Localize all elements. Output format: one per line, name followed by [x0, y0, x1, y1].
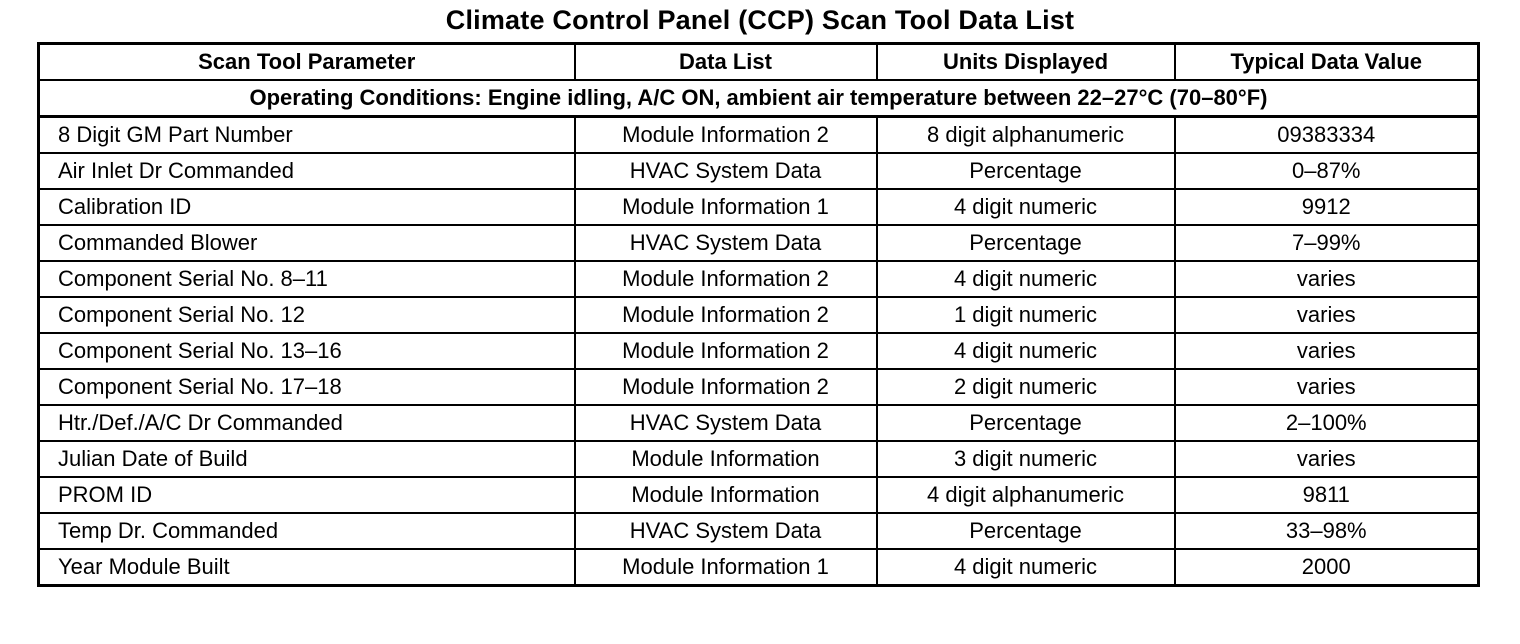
- cell-typical-value: 33–98%: [1175, 513, 1479, 549]
- cell-typical-value: 0–87%: [1175, 153, 1479, 189]
- page-title: Climate Control Panel (CCP) Scan Tool Data List: [445, 5, 1075, 35]
- header-units-displayed: Units Displayed: [877, 44, 1175, 81]
- cell-data-list: Module Information 2: [575, 369, 877, 405]
- cell-units: Percentage: [877, 405, 1175, 441]
- cell-parameter: Component Serial No. 17–18: [39, 369, 575, 405]
- cell-units: 8 digit alphanumeric: [877, 117, 1175, 154]
- cell-typical-value: 2000: [1175, 549, 1479, 586]
- cell-units: 4 digit numeric: [877, 549, 1175, 586]
- cell-data-list: Module Information 2: [575, 333, 877, 369]
- header-row: [39, 44, 1479, 81]
- cell-units: 2 digit numeric: [877, 369, 1175, 405]
- cell-data-list: HVAC System Data: [575, 153, 877, 189]
- table-row: [39, 297, 1479, 333]
- cell-units: Percentage: [877, 513, 1175, 549]
- cell-typical-value: 9811: [1175, 477, 1479, 513]
- cell-data-list: Module Information: [575, 441, 877, 477]
- operating-conditions: Operating Conditions: Engine idling, A/C ON, ambient air temperature between 22–27°C (70–80°F): [39, 80, 1479, 117]
- cell-parameter: Air Inlet Dr Commanded: [39, 153, 575, 189]
- cell-data-list: Module Information 1: [575, 189, 877, 225]
- table-row: [39, 441, 1479, 477]
- cell-units: 4 digit numeric: [877, 333, 1175, 369]
- cell-parameter: Julian Date of Build: [39, 441, 575, 477]
- cell-parameter: Temp Dr. Commanded: [39, 513, 575, 549]
- cell-typical-value: 2–100%: [1175, 405, 1479, 441]
- table-row: [39, 513, 1479, 549]
- scan-tool-data-table: [37, 42, 1480, 587]
- cell-data-list: HVAC System Data: [575, 513, 877, 549]
- cell-parameter: Year Module Built: [39, 549, 575, 586]
- table-header: [39, 44, 1479, 81]
- table-row: [39, 189, 1479, 225]
- cell-parameter: Commanded Blower: [39, 225, 575, 261]
- table-row: [39, 477, 1479, 513]
- cell-parameter: Component Serial No. 8–11: [39, 261, 575, 297]
- table-row: [39, 153, 1479, 189]
- cell-parameter: 8 Digit GM Part Number: [39, 117, 575, 154]
- cell-parameter: Component Serial No. 13–16: [39, 333, 575, 369]
- cell-units: 1 digit numeric: [877, 297, 1175, 333]
- conditions-row: [39, 80, 1479, 117]
- cell-parameter: Htr./Def./A/C Dr Commanded: [39, 405, 575, 441]
- cell-parameter: Component Serial No. 12: [39, 297, 575, 333]
- table-row: [39, 405, 1479, 441]
- cell-data-list: HVAC System Data: [575, 225, 877, 261]
- cell-typical-value: 9912: [1175, 189, 1479, 225]
- cell-units: 4 digit alphanumeric: [877, 477, 1175, 513]
- cell-typical-value: varies: [1175, 441, 1479, 477]
- cell-data-list: Module Information 2: [575, 117, 877, 154]
- cell-units: 4 digit numeric: [877, 189, 1175, 225]
- cell-units: Percentage: [877, 153, 1175, 189]
- cell-data-list: Module Information 2: [575, 261, 877, 297]
- cell-units: 4 digit numeric: [877, 261, 1175, 297]
- cell-typical-value: 09383334: [1175, 117, 1479, 154]
- cell-parameter: Calibration ID: [39, 189, 575, 225]
- cell-data-list: Module Information 1: [575, 549, 877, 586]
- cell-typical-value: varies: [1175, 297, 1479, 333]
- cell-typical-value: varies: [1175, 369, 1479, 405]
- table-row: [39, 261, 1479, 297]
- cell-units: Percentage: [877, 225, 1175, 261]
- cell-data-list: Module Information 2: [575, 297, 877, 333]
- header-data-list: Data List: [575, 44, 877, 81]
- table-body: [39, 117, 1479, 586]
- cell-data-list: Module Information: [575, 477, 877, 513]
- conditions-section: [39, 80, 1479, 117]
- table-row: [39, 549, 1479, 586]
- table-row: [39, 369, 1479, 405]
- table-row: [39, 225, 1479, 261]
- cell-typical-value: varies: [1175, 261, 1479, 297]
- table-row: [39, 117, 1479, 154]
- header-scan-tool-parameter: Scan Tool Parameter: [39, 44, 575, 81]
- cell-typical-value: varies: [1175, 333, 1479, 369]
- cell-data-list: HVAC System Data: [575, 405, 877, 441]
- table-row: [39, 333, 1479, 369]
- cell-parameter: PROM ID: [39, 477, 575, 513]
- cell-units: 3 digit numeric: [877, 441, 1175, 477]
- header-typical-data-value: Typical Data Value: [1175, 44, 1479, 81]
- cell-typical-value: 7–99%: [1175, 225, 1479, 261]
